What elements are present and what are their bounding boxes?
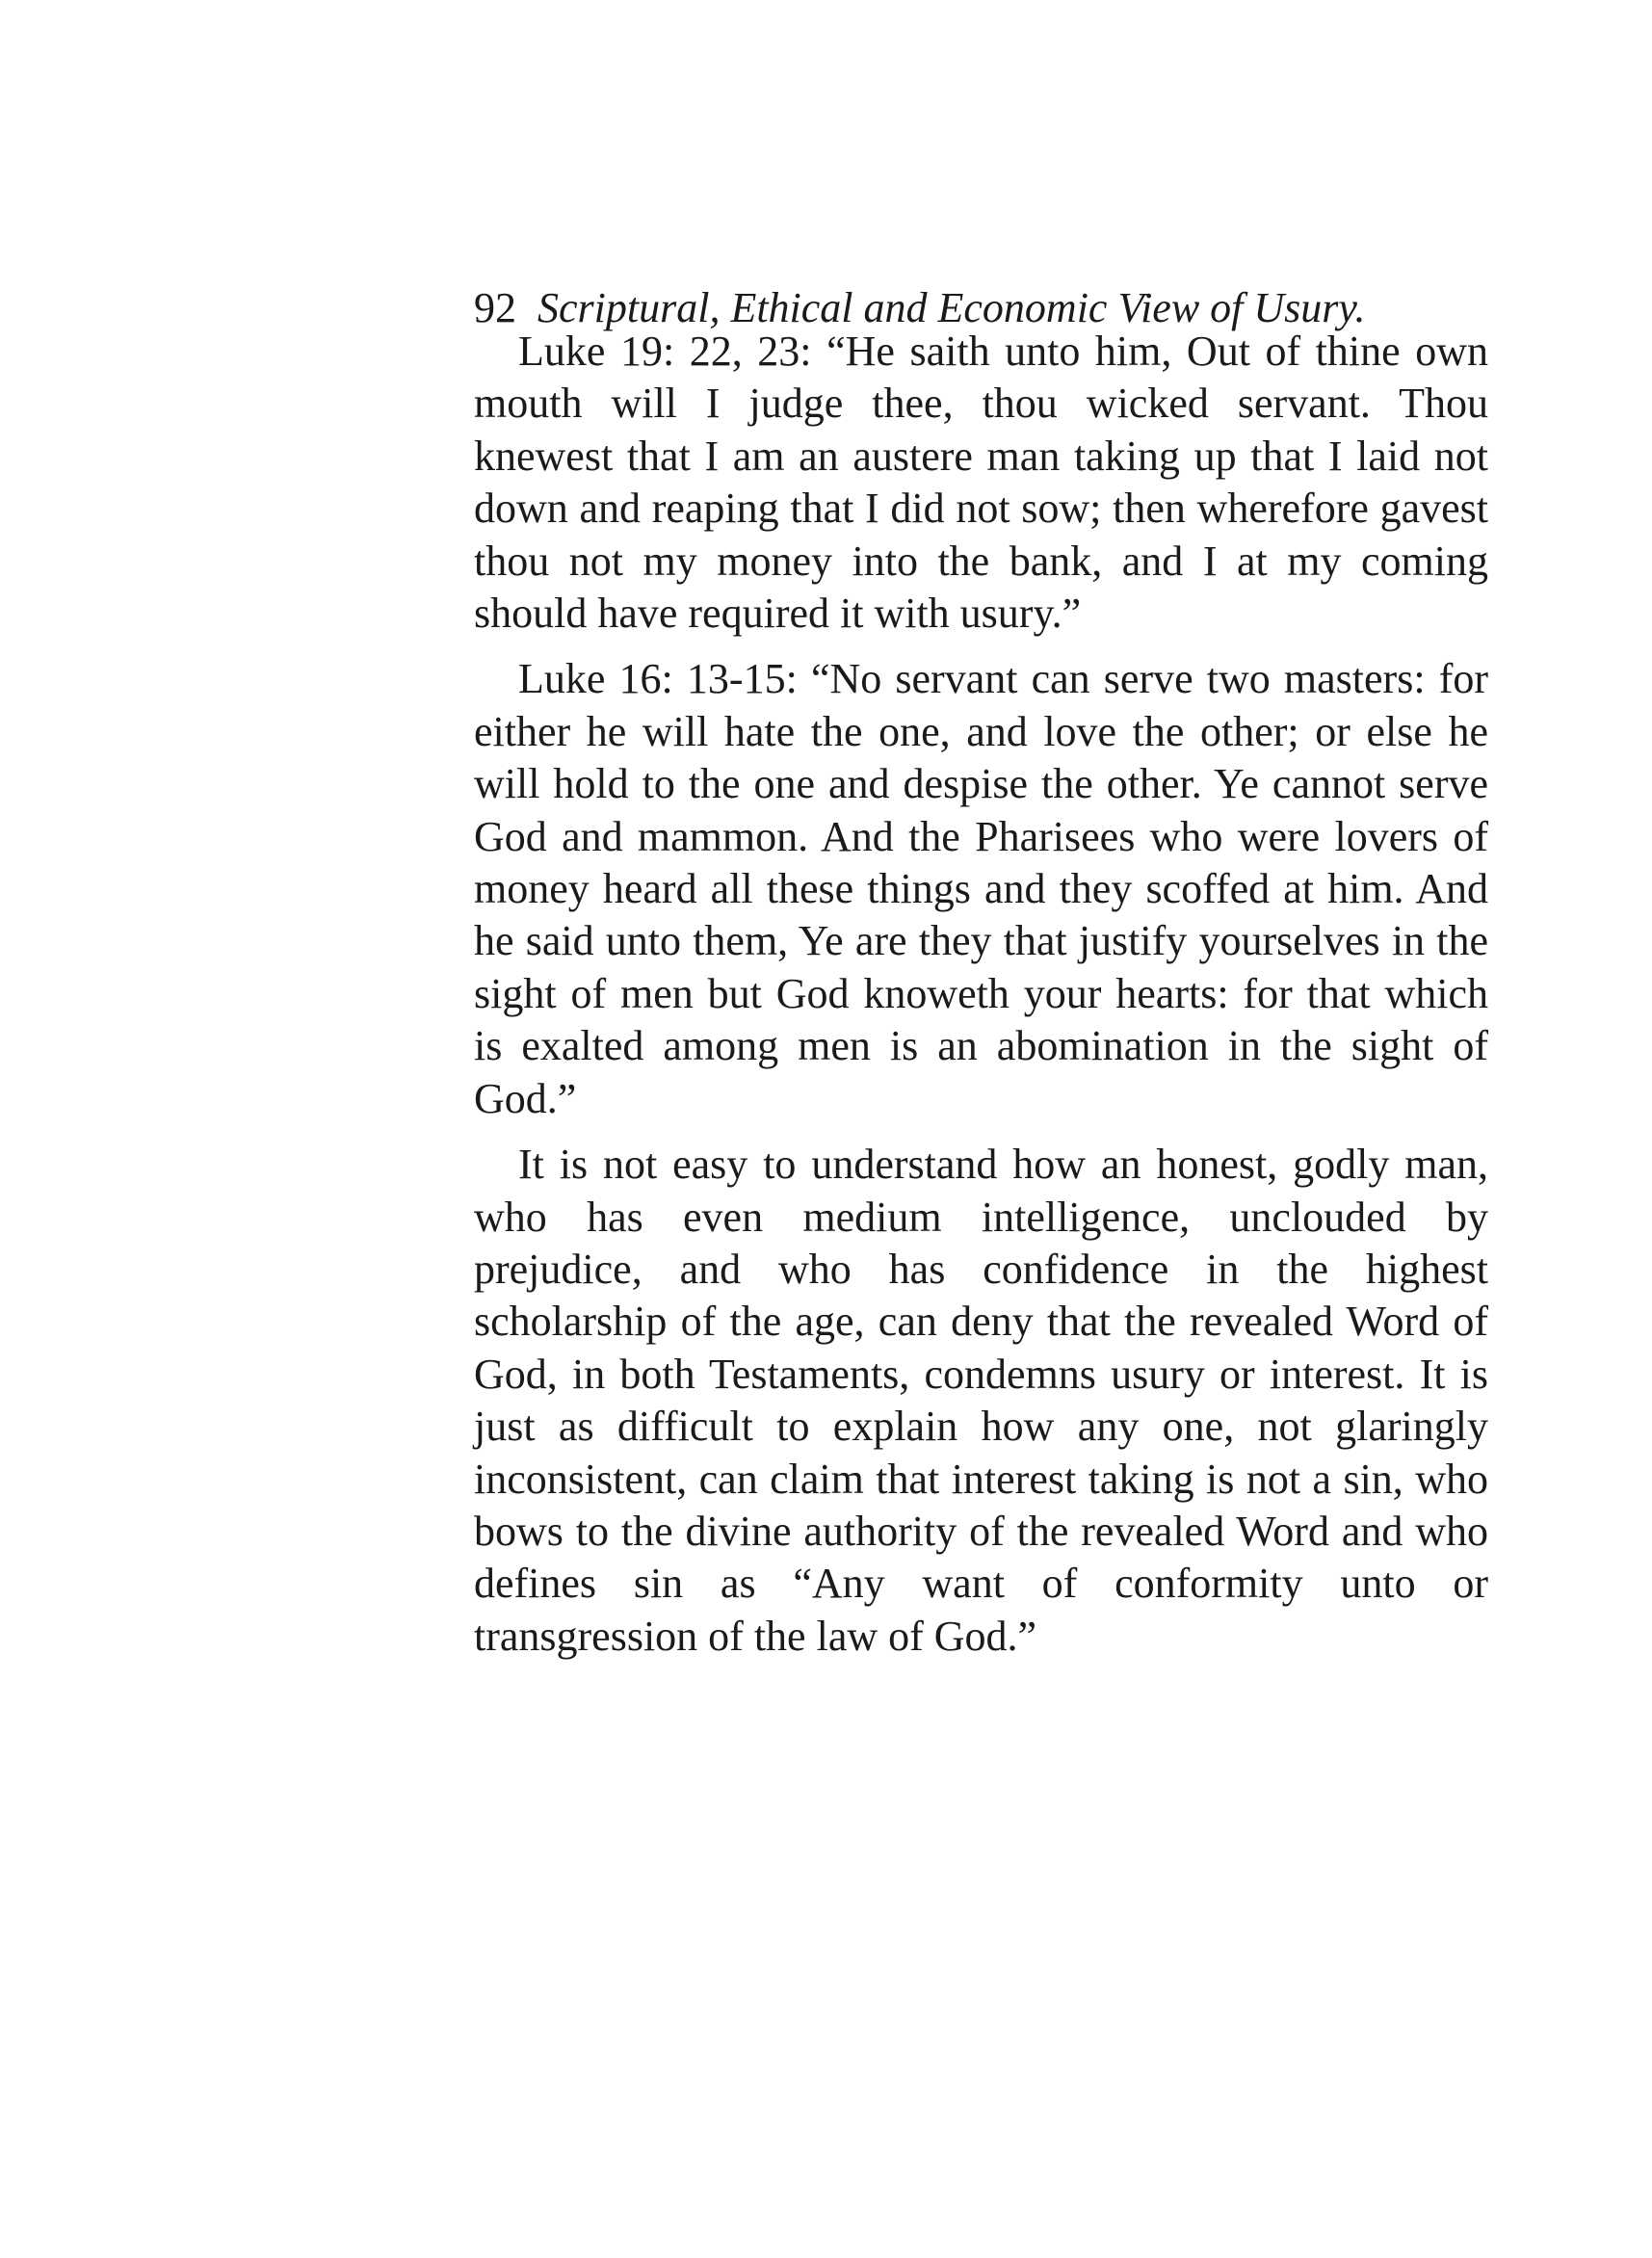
running-title: Scriptural, Ethical and Economic View of Usury. xyxy=(538,284,1366,331)
body-text xyxy=(474,326,1488,1676)
paragraph-luke-16: Luke 16: 13-15: “No servant can serve two masters: for either he will hate the one, and love the other; or else he will hold to the one and despise the other. Ye cannot serve God and mammon. And the Pharisees who were lovers of money heard all these things and they scoffed at him. And he said unto them, Ye are they that justify yourselves in the sight of men but God knoweth your hearts: for that which is exalted among men is an abomination in the sight of God.” xyxy=(474,655,1488,1122)
paragraph-luke-19: Luke 19: 22, 23: “He saith unto him, Out of thine own mouth will I judge thee, thou wicked servant. Thou knewest that I am an austere man taking up that I laid not down and reaping that I did not sow; then wherefore gavest thou not my money into the bank, and I at my coming should have required it with usury.” xyxy=(474,328,1488,638)
page-number: 92 xyxy=(474,284,516,331)
paragraph-commentary: It is not easy to understand how an honest, godly man, who has even medium intelligence, unclouded by prejudice, and who has confidence in the highest scholarship of the age, can deny that the revealed Word of God, in both Testaments, condemns usury or interest. It is just as difficult to explain how any one, not glaringly inconsistent, can claim that interest taking is not a sin, who bows to the divine authority of the revealed Word and who defines sin as “Any want of conformity unto or transgression of the law of God.” xyxy=(474,1141,1488,1660)
